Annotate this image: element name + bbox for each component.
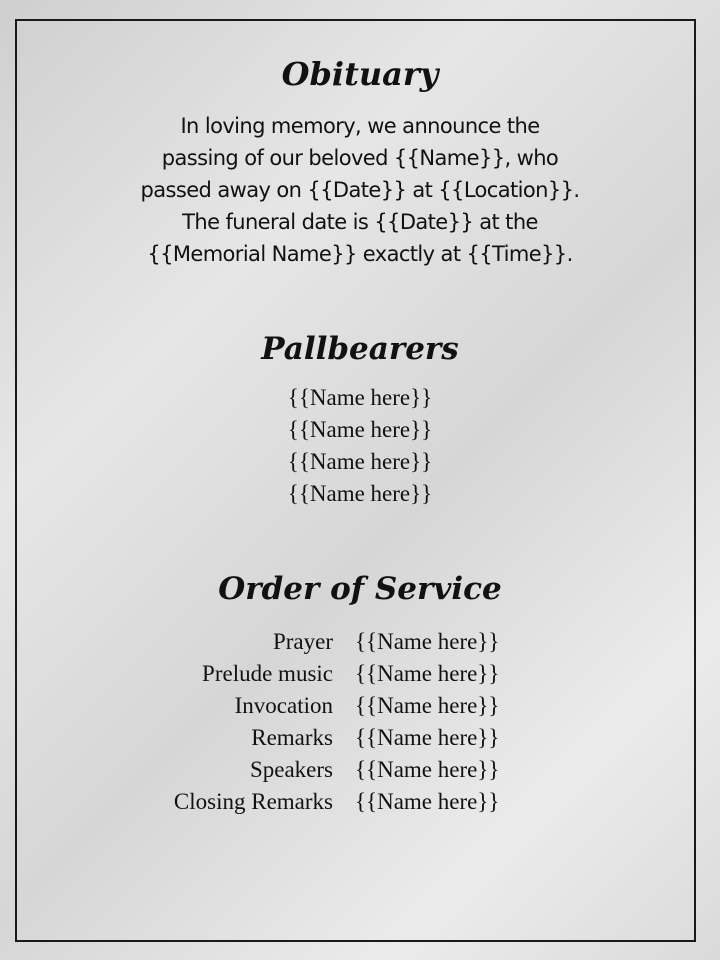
service-item-label: Remarks: [251, 725, 333, 750]
service-item-label: Prayer: [272, 629, 333, 654]
obituary-text: [0, 110, 720, 270]
service-item-label: Closing Remarks: [173, 789, 333, 814]
service-item-label: Speakers: [249, 757, 333, 782]
service-item: [0, 786, 720, 818]
service-item: [0, 722, 720, 754]
obituary-line: In loving memory, we announce the: [180, 114, 540, 138]
obituary-line: {{Memorial Name}} exactly at {{Time}}.: [147, 242, 573, 266]
obituary-line: passed away on {{Date}} at {{Location}}.: [140, 178, 580, 202]
order-of-service-title: Order of Service: [218, 571, 502, 607]
pallbearer-name: {{Name here}}: [287, 481, 433, 506]
obituary-line: passing of our beloved {{Name}}, who: [161, 146, 559, 170]
service-item: [0, 754, 720, 786]
service-item-value: {{Name here}}: [355, 725, 500, 750]
service-item: [0, 658, 720, 690]
obituary-line: The funeral date is {{Date}} at the: [182, 210, 538, 234]
service-item-label: Prelude music: [202, 661, 333, 686]
order-of-service-list: [0, 626, 720, 818]
service-item-value: {{Name here}}: [355, 693, 500, 718]
service-item-label: Invocation: [234, 693, 333, 718]
service-item-value: {{Name here}}: [355, 789, 500, 814]
service-item: [0, 690, 720, 722]
service-item: [0, 626, 720, 658]
pallbearer-name: {{Name here}}: [287, 385, 433, 410]
service-item-value: {{Name here}}: [355, 629, 500, 654]
obituary-title: Obituary: [281, 55, 439, 93]
pallbearers-list: [0, 382, 720, 510]
pallbearer-name: {{Name here}}: [287, 449, 433, 474]
pallbearers-title: Pallbearers: [261, 331, 459, 367]
service-item-value: {{Name here}}: [355, 661, 500, 686]
service-item-value: {{Name here}}: [355, 757, 500, 782]
pallbearer-name: {{Name here}}: [287, 417, 433, 442]
